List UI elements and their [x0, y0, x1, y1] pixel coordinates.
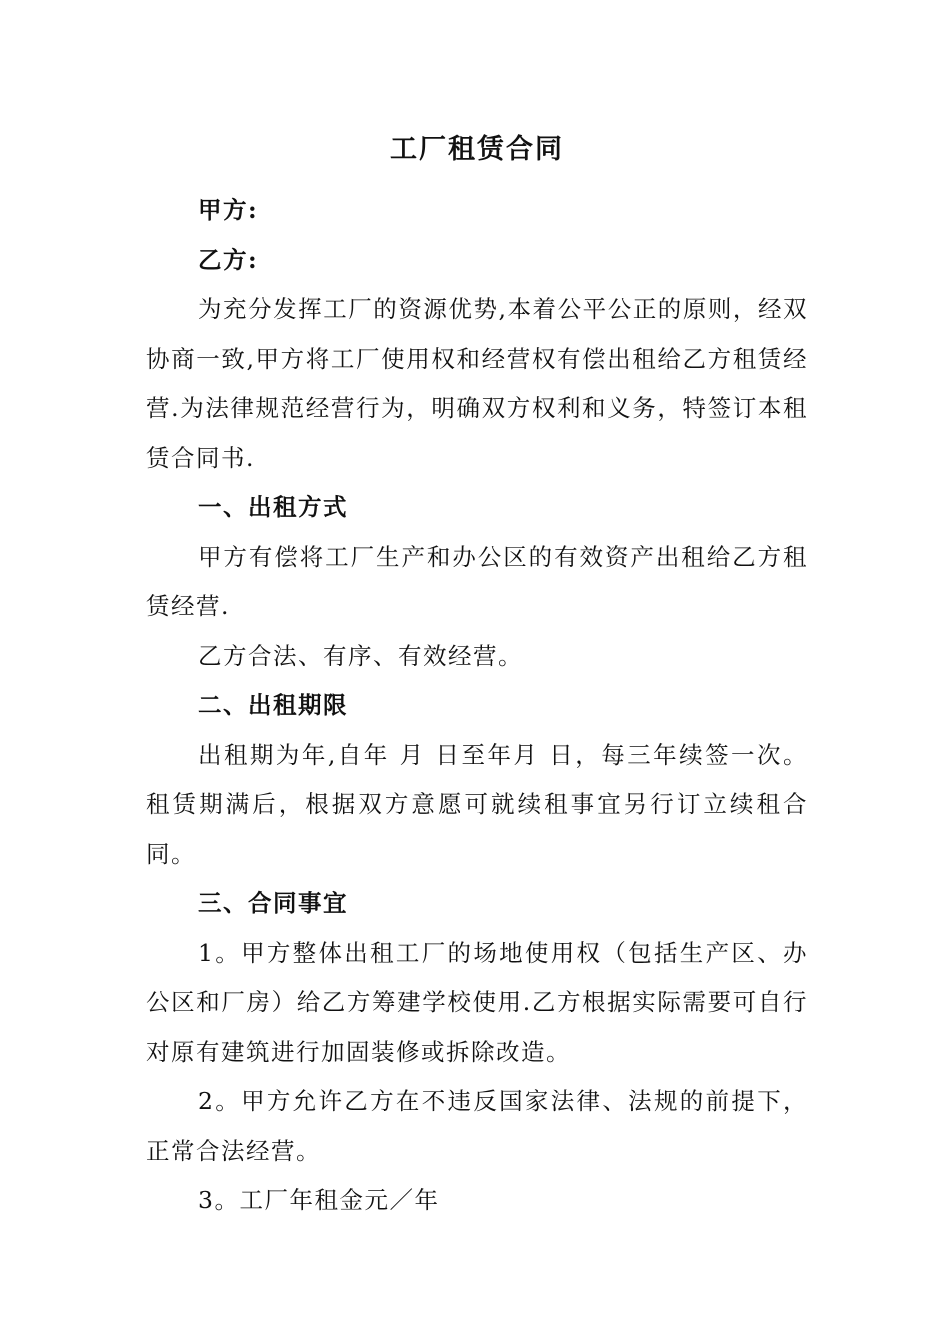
contract-page — [146, 128, 808, 1226]
section1-paragraph-2: 乙方合法、有序、有效经营。 — [198, 641, 523, 670]
section1-paragraph-1: 甲方有偿将工厂生产和办公区的有效资产出租给乙方租赁经营. — [146, 542, 808, 620]
section3-item-1: 1。甲方整体出租工厂的场地使用权（包括生产区、办公区和厂房）给乙方筹建学校使用.乙方根据实际需要可自行对原有建筑进行加固装修或拆除改造。 — [146, 938, 808, 1066]
section3-item-3: 3。工厂年租金元／年 — [198, 1186, 440, 1214]
section-heading-rental-term: 二、出租期限 — [198, 691, 348, 719]
party-a-label: 甲方: — [198, 196, 259, 224]
section-heading-contract-matters: 三、合同事宜 — [198, 889, 348, 917]
section2-paragraph-1: 出租期为年,自年 月 日至年月 日，每三年续签一次。租赁期满后，根据双方意愿可就续租事宜另行订立续租合同。 — [146, 740, 808, 868]
section-heading-rental-method: 一、出租方式 — [198, 493, 348, 521]
intro-paragraph: 为充分发挥工厂的资源优势,本着公平公正的原则，经双协商一致,甲方将工厂使用权和经营权有偿出租给乙方租赁经营.为法律规范经营行为，明确双方权利和义务，特签订本租赁合同书. — [146, 295, 808, 472]
party-b-label: 乙方: — [198, 245, 259, 274]
document-title: 工厂租赁合同 — [390, 134, 564, 165]
section3-item-2: 2。甲方允许乙方在不违反国家法律、法规的前提下，正常合法经营。 — [146, 1087, 808, 1165]
